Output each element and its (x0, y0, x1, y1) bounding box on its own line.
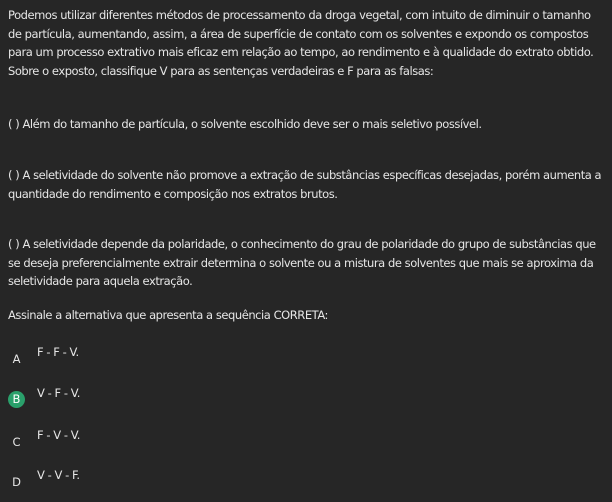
option-c-letter[interactable]: C (12, 435, 21, 449)
option-d-letter[interactable]: D (12, 475, 21, 489)
option-a-text: F - F - V. (37, 345, 79, 359)
statement-1: ( ) Além do tamanho de partícula, o solvente escolhido deve ser o mais seletivo possível. (8, 117, 482, 131)
option-b[interactable] (8, 384, 308, 406)
statement-3: ( ) A seletividade depende da polaridade, o conhecimento do grau de polaridade do grupo de substâncias que se deseja preferencialmente extrair determina o solvente ou a mistura de solventes que mais se aproxima da seletividade para aquela extração. (8, 237, 596, 288)
option-b-text: V - F - V. (37, 386, 80, 400)
question-instruction: Assinale a alternativa que apresenta a sequência CORRETA: (8, 308, 328, 322)
option-a[interactable] (8, 344, 308, 366)
question-intro: Podemos utilizar diferentes métodos de processamento da droga vegetal, com intuito de diminuir o tamanho de partícula, aumentando, assim, a área de superfície de contato com os solventes e expondo os compostos para um processo extrativo mais eficaz em relação ao tempo, ao rendimento e à qualidade do extrato obtido. Sobre o exposto, classifique V para as sentenças verdadeiras e F para as falsas: (8, 8, 594, 78)
option-b-letter-selected[interactable]: B (8, 391, 25, 408)
option-d[interactable] (8, 467, 308, 489)
option-c[interactable] (8, 427, 308, 449)
option-a-letter[interactable]: A (12, 352, 21, 366)
option-c-text: F - V - V. (37, 428, 80, 442)
statement-2: ( ) A seletividade do solvente não promove a extração de substâncias específicas desejadas, porém aumenta a quantidade do rendimento e composição nos extratos brutos. (8, 168, 602, 201)
option-d-text: V - V - F. (37, 468, 80, 482)
